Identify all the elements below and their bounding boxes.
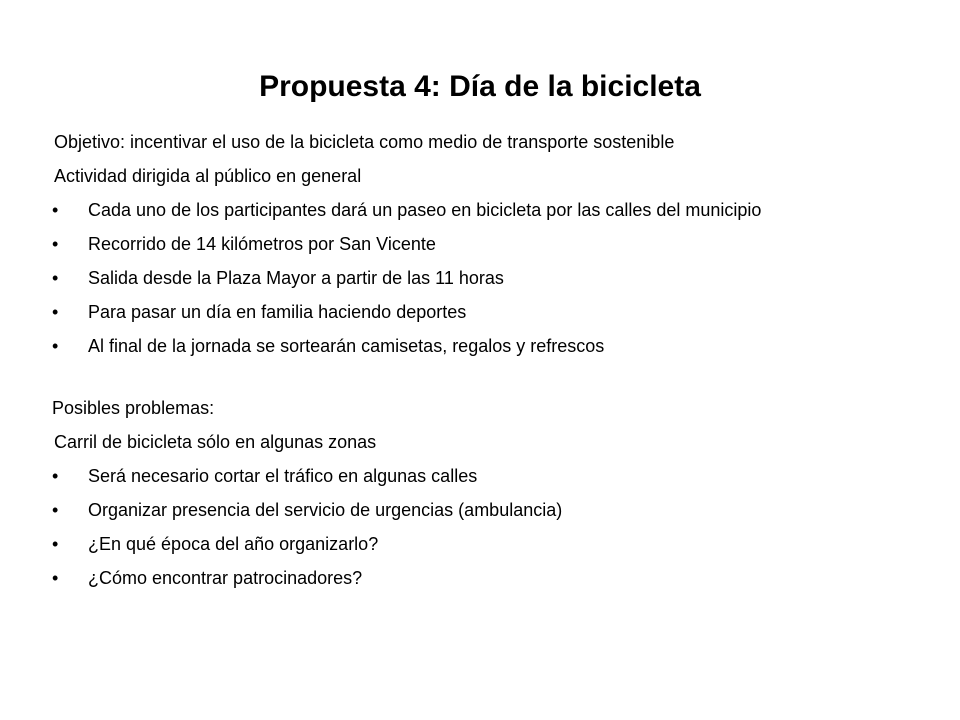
slide-title: Propuesta 4: Día de la bicicleta [259,70,701,103]
list-item [52,334,852,359]
slide-content [52,130,852,600]
audience-line: Actividad dirigida al público en general [54,166,362,186]
list-item-text: Organizar presencia del servicio de urgencias (ambulancia) [88,500,563,520]
list-item [52,300,852,325]
list-item-text: ¿En qué época del año organizarlo? [88,534,379,554]
list-item [52,498,852,523]
list-item [52,198,852,223]
list-item-text: Para pasar un día en familia haciendo deportes [88,302,467,322]
list-item-text: ¿Cómo encontrar patrocinadores? [88,568,363,588]
bullet-icon: • [52,268,59,288]
list-item-text: Será necesario cortar el tráfico en algunas calles [88,466,478,486]
problems-heading: Posibles problemas: [52,398,215,418]
spacer [52,368,852,396]
problems-subline: Carril de bicicleta sólo en algunas zonas [54,432,377,452]
list-item [52,266,852,291]
bullet-icon: • [52,200,59,220]
bullet-icon: • [52,568,59,588]
objective-line: Objetivo: incentivar el uso de la bicicleta como medio de transporte sostenible [54,132,675,152]
list-item [52,532,852,557]
list-item [52,232,852,257]
list-item-text: Cada uno de los participantes dará un paseo en bicicleta por las calles del municipio [88,200,762,220]
bullet-icon: • [52,302,59,322]
list-item-text: Recorrido de 14 kilómetros por San Vicente [88,234,436,254]
list-item [52,566,852,591]
bullet-icon: • [52,466,59,486]
bullet-icon: • [52,336,59,356]
bullet-icon: • [52,234,59,254]
bullet-icon: • [52,500,59,520]
list-item-text: Al final de la jornada se sortearán camisetas, regalos y refrescos [88,336,605,356]
list-item [52,464,852,489]
list-item-text: Salida desde la Plaza Mayor a partir de las 11 horas [88,268,504,288]
bullet-icon: • [52,534,59,554]
